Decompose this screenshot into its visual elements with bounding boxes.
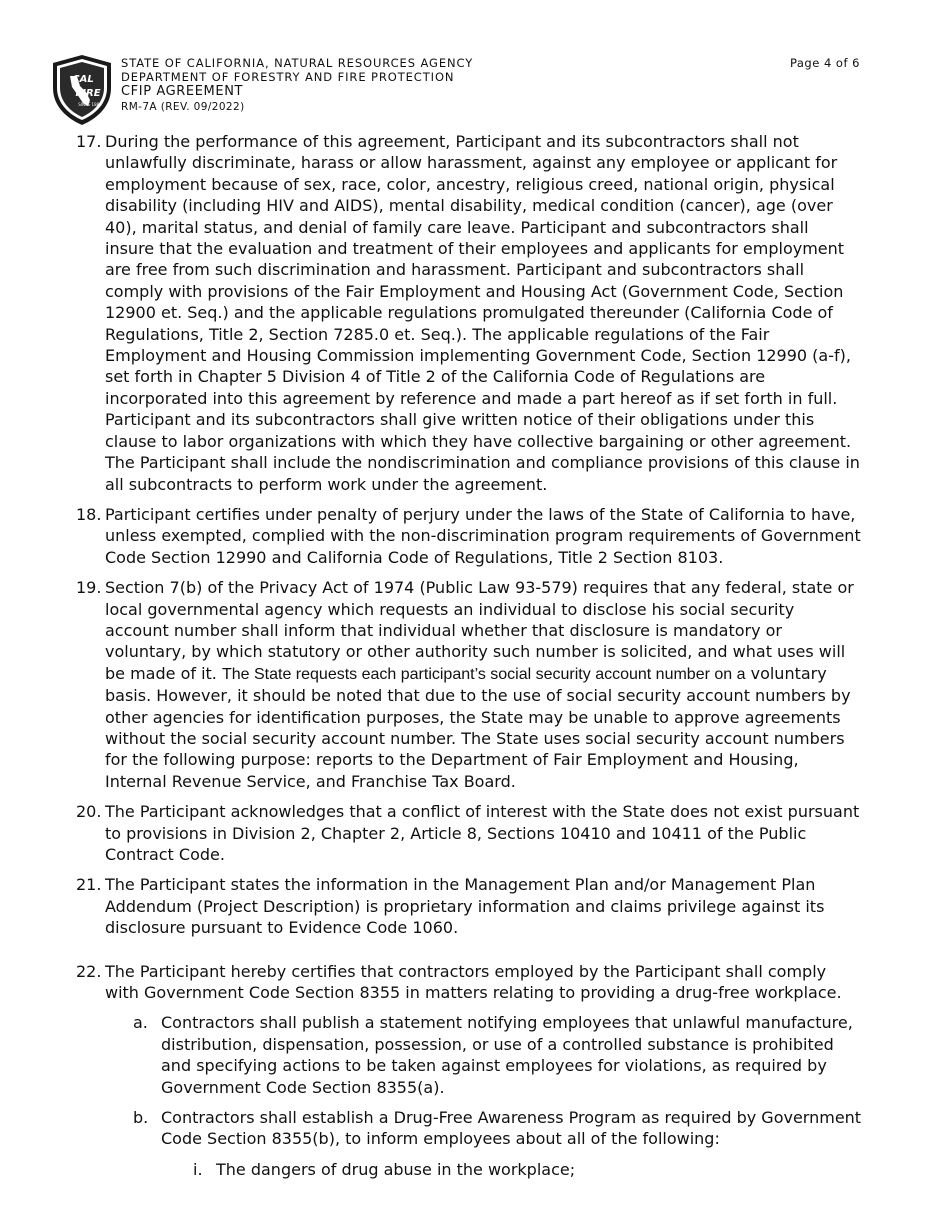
department-name: DEPARTMENT OF FORESTRY AND FIRE PROTECTION: [121, 70, 455, 84]
logo-text-since: SINCE 1885: [78, 102, 102, 107]
clause-number: 22.: [76, 961, 102, 981]
clause-text: Participant certifies under penalty of perjury under the laws of the State of California to have, unless exempted, complied with the non-discrimination program requirements of Government Code Section 12990 and California Code of Regulations, Title 2 Section 8103.: [105, 504, 861, 567]
agency-name: STATE OF CALIFORNIA, NATURAL RESOURCES AGENCY: [121, 56, 474, 70]
page-header: [50, 54, 860, 124]
subclause-b-i: [76, 1159, 862, 1180]
clause-number: 19.: [76, 578, 102, 598]
agreement-body: [76, 131, 862, 1180]
clause-text: The Participant acknowledges that a conflict of interest with the State does not exist pursuant to provisions in Division 2, Chapter 2, Article 8, Sections 10410 and 10411 of the Public Contract Code.: [105, 802, 860, 864]
clause-18: [76, 504, 862, 568]
form-title: CFIP AGREEMENT: [121, 84, 244, 99]
subclause-roman: i.: [193, 1159, 203, 1179]
subclause-letter: a.: [133, 1013, 148, 1033]
logo-text-top: CAL: [72, 74, 94, 85]
clause-number: 20.: [76, 802, 102, 822]
clause-number: 17.: [76, 132, 102, 151]
subclause-text: Contractors shall establish a Drug-Free Awareness Program as required by Government Code Section 8355(b), to inform employees about all of the following:: [161, 1108, 862, 1149]
clause-number: 18.: [76, 504, 102, 524]
clause-text-part1: Section 7(b) of the Privacy Act of 1974 (Public Law 93-579) requires that any federal, state or local governmental agency which requests an individual to disclose his social security account number shall inform that individual whether that disclosure is mandatory or voluntary, by which statutory or other authority such number is solicited, and what uses will be made of it.: [105, 578, 854, 683]
subclause-text: Contractors shall publish a statement notifying employees that unlawful manufacture, distribution, dispensation, possession, or use of a controlled substance is prohibited and specifying actions to be taken against employees for violations, as required by Government Code Section 8355(a).: [161, 1013, 853, 1097]
subclause-b: [76, 1107, 862, 1150]
clause-text: During the performance of this agreement, Participant and its subcontractors shall not unlawfully discriminate, harass or allow harassment, against any employee or applicant for employment because of sex, race, color, ancestry, religious creed, national origin, physical disability (including HIV and AIDS), mental disability, medical condition (cancer), age (over 40), marital status, and denial of family care leave. Participant and subcontractors shall insure that the evaluation and treatment of their employees and applicants for employment are free from such discrimination and harassment. Participant and subcontractors shall comply with provisions of the Fair Employment and Housing Act (Government Code, Section 12900 et. Seq.) and the applicable regulations promulgated thereunder (California Code of Regulations, Title 2, Section 7285.0 et. Seq.). The applicable regulations of the Fair Employment and Housing Commission implementing Government Code, Section 12990 (a-f), set forth in Chapter 5 Division 4 of Title 2 of the California Code of Regulations are incorporated into this agreement by reference and made a part hereof as if set forth in full. Participant and its subcontractors shall give written notice of their obligations under this clause to labor organizations with which they have collective bargaining or other agreement. The Participant shall include the nondiscrimination and compliance provisions of this clause in all subcontracts to perform work under the agreement.: [105, 132, 860, 494]
clause-17: [76, 131, 862, 495]
form-number: RM-7A (REV. 09/2022): [121, 101, 245, 113]
page-number: Page 4 of 6: [789, 56, 860, 70]
clause-22: [76, 961, 862, 1004]
clause-text-part2: The State requests each participant’s social security account number on a: [221, 665, 746, 683]
clause-20: [76, 801, 862, 865]
clause-number: 21.: [76, 875, 102, 895]
clause-21: [76, 874, 862, 938]
agency-block: [121, 56, 473, 114]
clause-19: [76, 577, 862, 792]
cal-fire-shield-icon: [50, 54, 114, 126]
clause-text: The Participant states the information in the Management Plan and/or Management Plan Addendum (Project Description) is proprietary information and claims privilege against its disclosure pursuant to Evidence Code 1060.: [105, 875, 825, 938]
clause-text: The Participant hereby certifies that contractors employed by the Participant shall comply with Government Code Section 8355 in matters relating to providing a drug-free workplace.: [105, 961, 842, 1003]
clause-text-part3: voluntary basis. However, it should be noted that due to the use of social security account numbers by other agencies for identification purposes, the State may be unable to approve agreements without the social security account number. The State uses social security account numbers for the following purpose: reports to the Department of Fair Employment and Housing, Internal Revenue Service, and Franchise Tax Board.: [105, 663, 851, 791]
subclause-letter: b.: [133, 1108, 149, 1128]
subclause-a: [76, 1012, 862, 1098]
subclause-text: The dangers of drug abuse in the workplace;: [216, 1159, 576, 1179]
logo-text-bottom: FIRE: [75, 88, 101, 99]
